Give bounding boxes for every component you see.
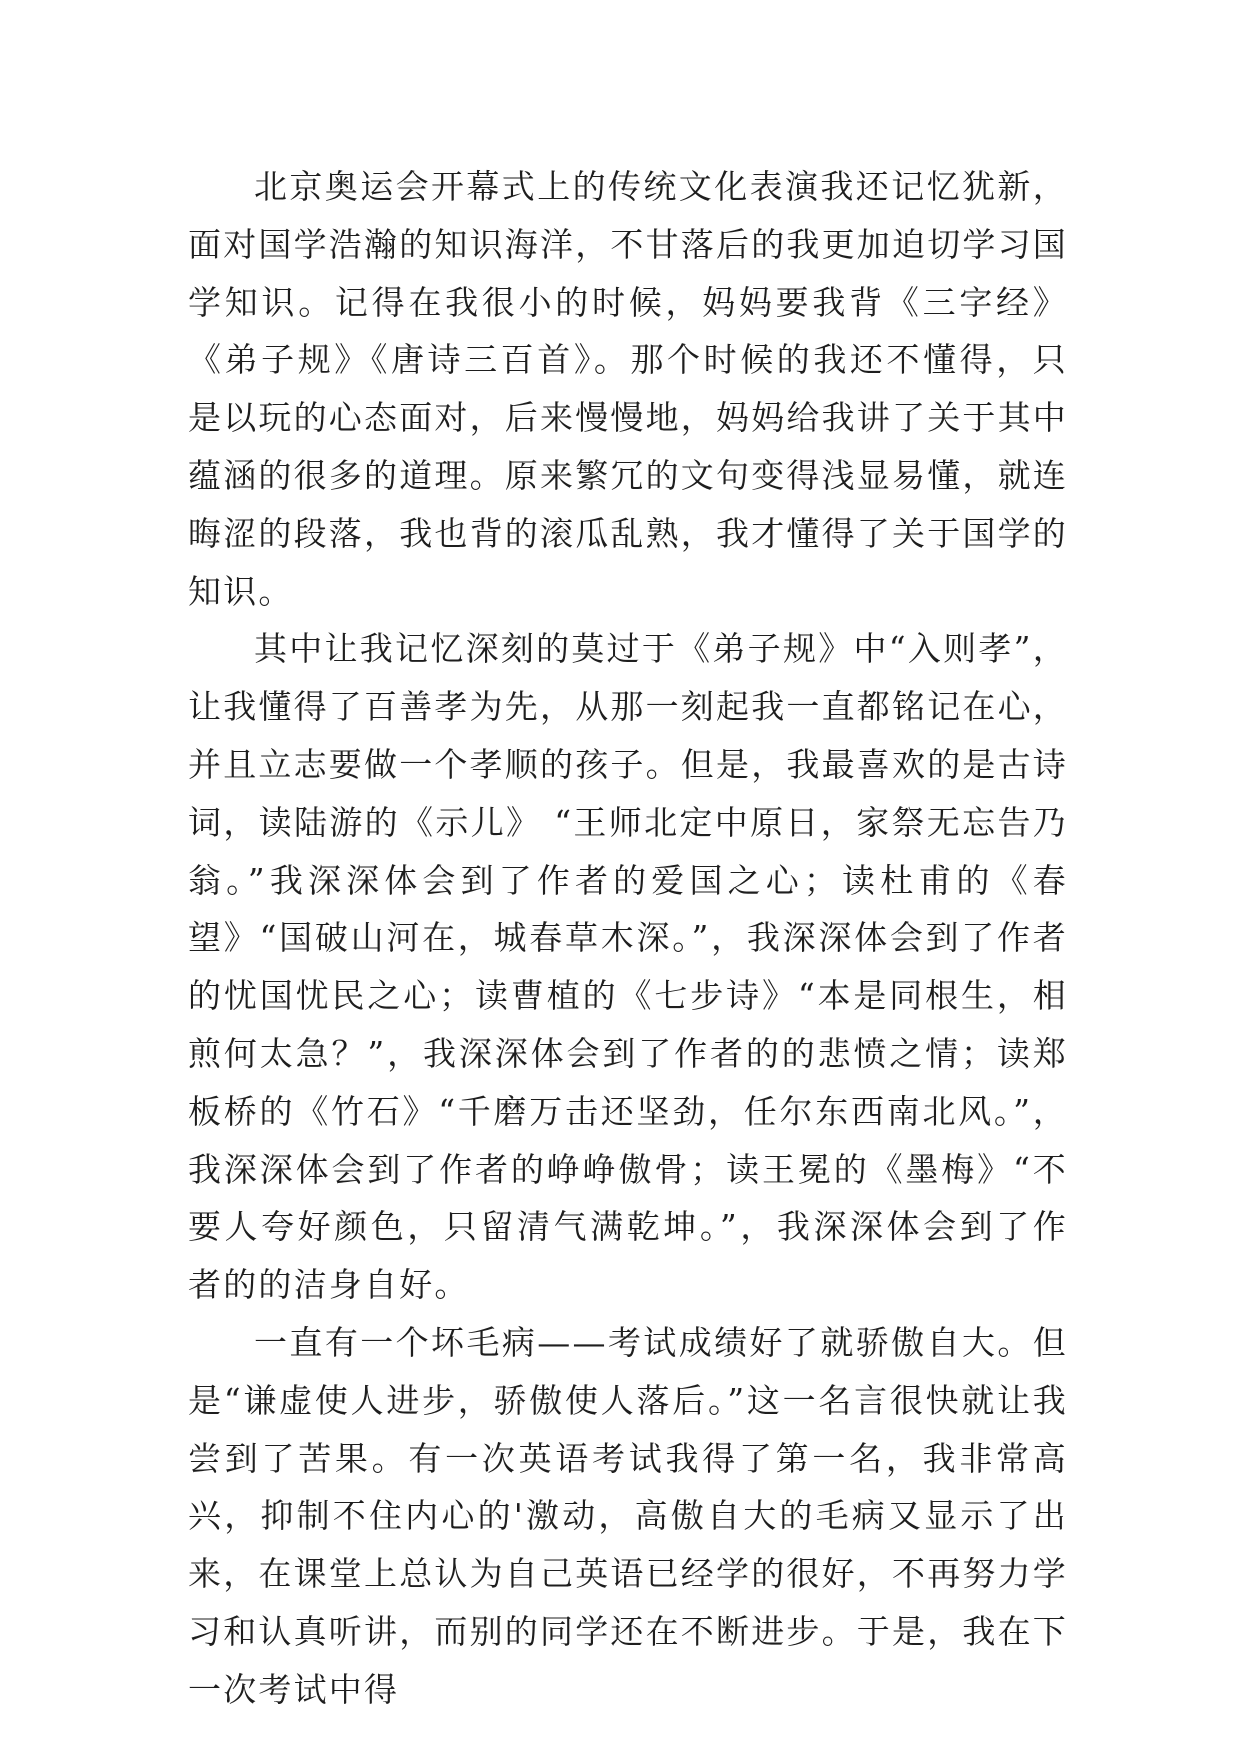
paragraph-2: 其中让我记忆深刻的莫过于《弟子规》中“入则孝”，让我懂得了百善孝为先，从那一刻起我一直都铭记在心，并且立志要做一个孝顺的孩子。但是，我最喜欢的是古诗词，读陆游的《示儿》 “王师北定中原日，家祭无忘告乃翁。”我深深体会到了作者的爱国之心；读杜甫的《春望》“国破山河在，城春草木深。”，我深深体会到了作者的忧国忧民之心；读曹植的《七步诗》“本是同根生，相煎何太急？”，我深深体会到了作者的的悲愤之情；读郑板桥的《竹石》“千磨万击还坚劲，任尔东西南北风。”，我深深体会到了作者的峥峥傲骨；读王冕的《墨梅》“不要人夸好颜色，只留清气满乾坤。”，我深深体会到了作者的的洁身自好。 [188, 629, 1068, 1305]
paragraph-1: 北京奥运会开幕式上的传统文化表演我还记忆犹新，面对国学浩瀚的知识海洋，不甘落后的我更加迫切学习国学知识。记得在我很小的时候，妈妈要我背《三字经》《弟子规》《唐诗三百首》。那个时候的我还不懂得，只是以玩的心态面对，后来慢慢地，妈妈给我讲了关于其中蕴涵的很多的道理。原来繁冗的文句变得浅显易懂，就连晦涩的段落，我也背的滚瓜乱熟，我才懂得了关于国学的知识。 [188, 167, 1068, 611]
document-body [188, 158, 1068, 1719]
paragraph-3: 一直有一个坏毛病——考试成绩好了就骄傲自大。但是“谦虚使人进步，骄傲使人落后。”这一名言很快就让我尝到了苦果。有一次英语考试我得了第一名，我非常高兴，抑制不住内心的'激动，高傲自大的毛病又显示了出来，在课堂上总认为自己英语已经学的很好，不再努力学习和认真听讲，而别的同学还在不断进步。于是，我在下一次考试中得 [188, 1322, 1068, 1709]
